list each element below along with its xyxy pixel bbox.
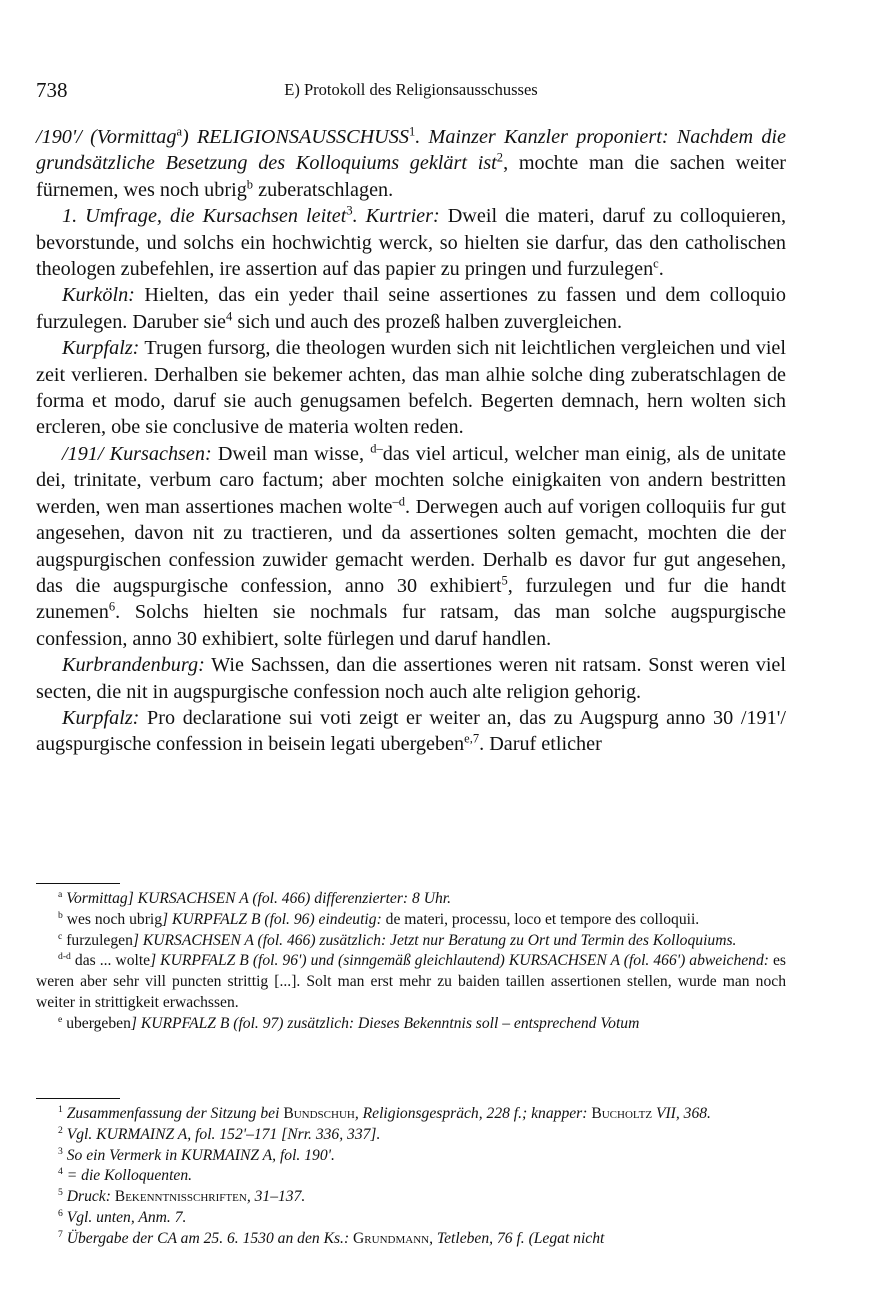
textual-note-b: $^b$ wes noch ubrig] KURPFALZ B (fol. 96) eindeutig: de materi, processu, loco et tempore des colloquii. (58, 909, 700, 928)
textual-notes (36, 889, 786, 1035)
commentary-notes (36, 1104, 786, 1250)
paragraph-6: Kurbrandenburg: Wie Sachssen, dan die assertiones weren nit ratsam. Sonst weren viel secten, die nit in augspurgische confession noch auch alte religion gehorig. (36, 654, 786, 703)
paragraph-7: Kurpfalz: Pro declaratione sui voti zeigt er weiter an, das zu Augspurg anno 30 /191'/ augspurgische confession in beisein legati ubergeben$^{e,7}$. Daruf etlicher (36, 706, 786, 756)
running-head: E) Protokoll des Religionsausschusses (284, 80, 538, 99)
commentary-note-5: $^5$ Druck: Bekenntnisschriften, 31–137. (58, 1187, 306, 1206)
paragraph-3: Kurköln: Hielten, das ein yeder thail seine assertiones zu fassen und dem colloquio furzulegen. Daruber sie$^4$ sich und auch des prozeß halben zuvergleichen. (36, 284, 786, 333)
paragraph-1: /190'/ (Vormittag$^a$) RELIGIONSAUSSCHUSS$^1$. Mainzer Kanzler proponiert: Nachdem die grundsätzliche Besetzung des Kolloquiums geklärt ist$^2$, mochte man die sachen weiter fürnemen, wes noch ubrig$^b$ zuberatschlagen. (36, 124, 787, 201)
paragraph-2: 1. Umfrage, die Kursachsen leitet$^3$. Kurtrier: Dweil die materi, daruf zu colloquieren, bevorstunde, und solchs ein hochwichtig werck, so hielten sie darfur, das den catholischen theologen zubefehlen, ire assertion auf das papier zu pringen und furzulegen$^c$. (36, 203, 786, 281)
textual-note-c: $^c$ furzulegen] KURSACHSEN A (fol. 466) zusätzlich: Jetzt nur Beratung zu Ort und Termin des Kolloquiums. (58, 930, 737, 949)
commentary-note-2: $^2$ Vgl. KURMAINZ A, fol. 152'–171 [Nrr. 336, 337]. (58, 1124, 381, 1143)
main-text (36, 124, 786, 758)
textual-note-e: $^e$ ubergeben] KURPFALZ B (fol. 97) zusätzlich: Dieses Bekenntnis soll – entsprechend Votum (58, 1013, 640, 1032)
page-header (36, 78, 786, 104)
commentary-note-1: $^1$ Zusammenfassung der Sitzung bei Bundschuh, Religionsgespräch, 228 f.; knapper: Bucholtz VII, 368. (58, 1103, 711, 1122)
textual-note-a: $^a$ Vormittag] KURSACHSEN A (fol. 466) differenzierter: 8 Uhr. (58, 888, 451, 907)
paragraph-4: Kurpfalz: Trugen fursorg, die theologen wurden sich nit leichtlichen vergleichen und viel zeit verlieren. Derhalben sie bekemer achten, das man alhie solche ding zuberatschlagen de forma et modo, daruf sie auch genugsamen befelch. Begerten demnach, hern wolten sich ercleren, obe sie conclusive de materia wolten reden. (36, 337, 786, 439)
page-number: 738 (36, 78, 68, 102)
commentary-note-6: $^6$ Vgl. unten, Anm. 7. (58, 1207, 187, 1226)
paragraph-5: /191/ Kursachsen: Dweil man wisse, $^{d-}$das viel articul, welcher man einig, als de unitate dei, trinitate, verbum caro factum; aber mochten solche einigkaiten von andern bestritten werden, wen man assertiones machen wolte$^{-d}$. Derwegen auch auf vorigen colloquiis fur gut angesehen, davon nit zu tractieren, und da assertiones solten gemacht, mochten die der augspurgischen confession zuwider gemacht werden. Derhalb es davor fur gut angesehen, das die augspurgische confession, anno 30 exhibiert$^5$, furzulegen und fur die handt zunemen$^6$. Solchs hielten sie nochmals fur ratsam, das man solche augspurgische confession, anno 30 exhibiert, solte fürlegen und daruf handlen. (36, 441, 786, 650)
commentary-note-4: $^4$ = die Kolloquenten. (58, 1166, 193, 1185)
textual-note-d: $^{d-d}$ das ... wolte] KURPFALZ B (fol. 96') und (sinngemäß gleichlautend) KURSACHSEN A (fol. 466') abweichend: es weren aber sehr vill puncten strittig [...]. Solt man erst mehr zu baiden taillen assertionen stellen, wurde man noch weiter in strittigkeit erwachssen. (36, 951, 786, 1011)
commentary-note-7: $^7$ Übergabe der CA am 25. 6. 1530 an den Ks.: Grundmann, Tetleben, 76 f. (Legat nicht (58, 1228, 605, 1247)
commentary-note-3: $^3$ So ein Vermerk in KURMAINZ A, fol. 190'. (58, 1145, 335, 1164)
endnote-divider (36, 1098, 120, 1099)
footnote-divider (36, 883, 120, 884)
